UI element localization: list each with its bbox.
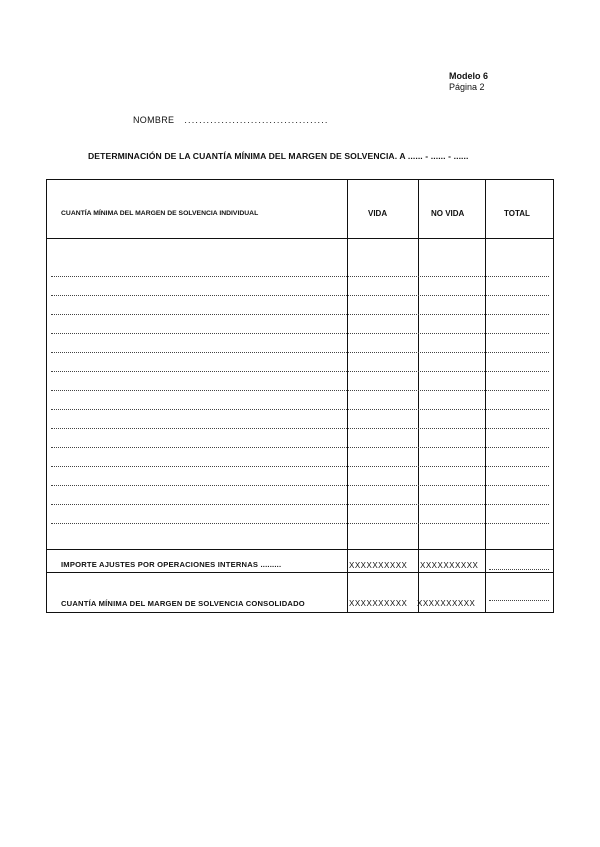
entry-line[interactable]	[51, 371, 549, 372]
header-main: CUANTÍA MÍNIMA DEL MARGEN DE SOLVENCIA INDIVIDUAL	[61, 210, 259, 217]
ajustes-divider	[47, 549, 553, 550]
entry-line[interactable]	[51, 352, 549, 353]
row-ajustes-no-vida: XXXXXXXXXX	[420, 561, 479, 570]
page-title: DETERMINACIÓN DE LA CUANTÍA MÍNIMA DEL MARGEN DE SOLVENCIA. A ...... - ...... - ......	[88, 151, 469, 161]
row-consolidado-total-line[interactable]	[489, 600, 549, 601]
row-ajustes-label: IMPORTE AJUSTES POR OPERACIONES INTERNAS .........	[61, 560, 282, 569]
entry-line[interactable]	[51, 409, 549, 410]
row-consolidado-label: CUANTÍA MÍNIMA DEL MARGEN DE SOLVENCIA CONSOLIDADO	[61, 599, 305, 608]
col-divider-vida	[347, 180, 348, 612]
row-ajustes-total-line[interactable]	[489, 569, 549, 570]
entry-line[interactable]	[51, 523, 549, 524]
nombre-label: NOMBRE	[133, 115, 175, 125]
entry-line[interactable]	[51, 333, 549, 334]
entry-line[interactable]	[51, 314, 549, 315]
entry-line[interactable]	[51, 447, 549, 448]
header-total: TOTAL	[504, 209, 530, 218]
entry-line[interactable]	[51, 504, 549, 505]
row-consolidado-vida: XXXXXXXXXX	[349, 599, 408, 608]
solvency-table	[46, 179, 554, 613]
entry-line[interactable]	[51, 485, 549, 486]
col-divider-no-vida	[418, 180, 419, 612]
entry-line[interactable]	[51, 466, 549, 467]
nombre-dots: .......................................	[184, 115, 329, 125]
entry-line[interactable]	[51, 276, 549, 277]
entry-line[interactable]	[51, 295, 549, 296]
header-vida: VIDA	[368, 209, 388, 218]
row-consolidado-no-vida: XXXXXXXXXX	[417, 599, 476, 608]
row-ajustes-vida: XXXXXXXXXX	[349, 561, 408, 570]
ajustes-bottom-divider	[47, 572, 553, 573]
modelo-label: Modelo 6	[449, 71, 489, 81]
entry-line[interactable]	[51, 390, 549, 391]
entry-line[interactable]	[51, 428, 549, 429]
col-divider-total	[485, 180, 486, 612]
header-divider	[47, 238, 553, 239]
nombre-field[interactable]	[133, 115, 329, 125]
header-no-vida: NO VIDA	[431, 209, 465, 218]
pagina-label: Página 2	[449, 82, 485, 92]
